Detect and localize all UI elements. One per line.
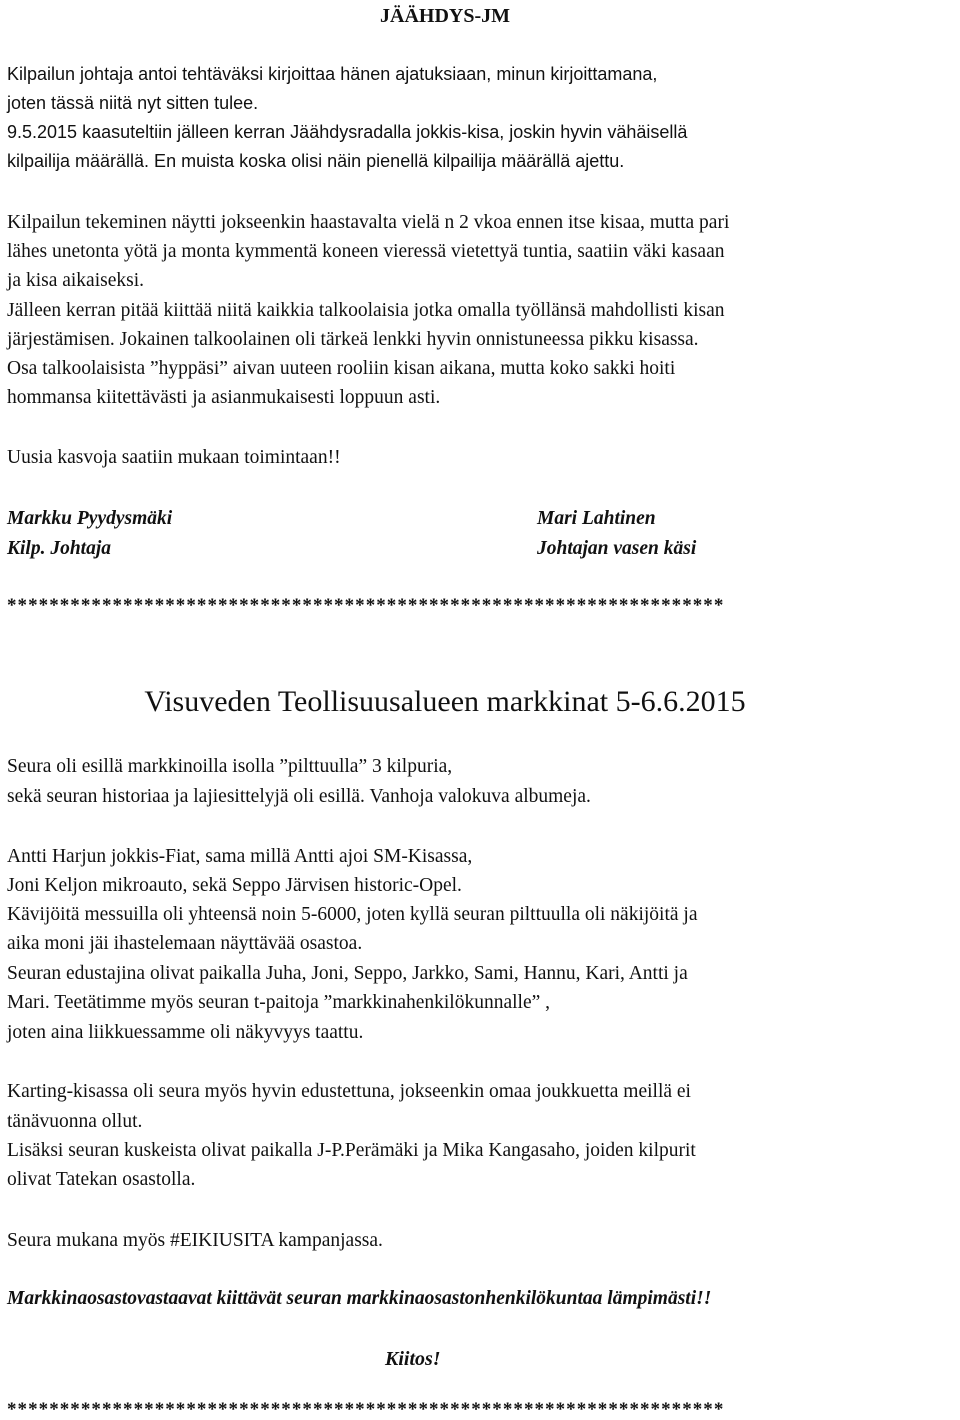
body-line: ja kisa aikaiseksi. xyxy=(7,270,145,291)
body-line: olivat Tatekan osastolla. xyxy=(7,1169,196,1190)
intro-line: Kilpailun johtaja antoi tehtäväksi kirjoittaa hänen ajatuksiaan, minun kirjoittamana, xyxy=(7,64,658,84)
separator-line: ******************************************************************** xyxy=(7,1399,725,1420)
intro-line: 9.5.2015 kaasuteltiin jälleen kerran Jäähdysradalla jokkis-kisa, joskin hyvin vähäisellä xyxy=(7,122,688,142)
body-line: Osa talkoolaisista ”hyppäsi” aivan uuteen rooliin kisan aikana, mutta koko sakki hoiti xyxy=(7,358,676,379)
separator-line: ******************************************************************** xyxy=(7,595,725,616)
section-title-jaahdys-jm: JÄÄHDYS-JM xyxy=(380,5,510,27)
intro-line: kilpailija määrällä. En muista koska olisi näin pienellä kilpailija määrällä ajettu. xyxy=(7,151,625,171)
new-members-line: Uusia kasvoja saatiin mukaan toimintaan!! xyxy=(7,447,341,468)
body-line: lähes unetonta yötä ja monta kymmentä koneen vieressä vietettyä tuntia, saatiin väki kasaan xyxy=(7,241,725,262)
body-line: joten aina liikkuessamme oli näkyvyys taattu. xyxy=(7,1022,364,1043)
body-line: Lisäksi seuran kuskeista olivat paikalla J-P.Perämäki ja Mika Kangasaho, joiden kilpurit xyxy=(7,1140,696,1161)
section-title-markkinat: Visuveden Teollisuusalueen markkinat 5-6.6.2015 xyxy=(144,685,746,718)
body-line: Jälleen kerran pitää kiittää niitä kaikkia talkoolaisia jotka omalla työllänsä mahdollisti kisan xyxy=(7,300,725,321)
body-line: Seuran edustajina olivat paikalla Juha, Joni, Seppo, Jarkko, Sami, Hannu, Kari, Antti ja xyxy=(7,963,688,984)
thanks-line: Markkinaosastovastaavat kiittävät seuran markkinaosastonhenkilökuntaa lämpimästi!! xyxy=(7,1288,712,1309)
body-line: Seura mukana myös #EIKIUSITA kampanjassa. xyxy=(7,1230,383,1251)
body-line: Karting-kisassa oli seura myös hyvin edustettuna, jokseenkin omaa joukkuetta meillä ei xyxy=(7,1081,691,1102)
intro-line: joten tässä niitä nyt sitten tulee. xyxy=(7,93,259,113)
body-line: Joni Keljon mikroauto, sekä Seppo Järvisen historic-Opel. xyxy=(7,875,462,896)
body-line: Mari. Teetätimme myös seuran t-paitoja ”markkinahenkilökunnalle” , xyxy=(7,992,551,1013)
body-line: Seura oli esillä markkinoilla isolla ”pilttuulla” 3 kilpuria, xyxy=(7,756,453,777)
signature-left-role: Kilp. Johtaja xyxy=(7,538,112,559)
body-line: tänävuonna ollut. xyxy=(7,1111,143,1132)
body-line: Antti Harjun jokkis-Fiat, sama millä Antti ajoi SM-Kisassa, xyxy=(7,846,473,867)
signature-right-role: Johtajan vasen käsi xyxy=(537,538,697,559)
signature-left-name: Markku Pyydysmäki xyxy=(7,508,173,529)
kiitos-text: Kiitos! xyxy=(385,1348,441,1370)
body-line: Kilpailun tekeminen näytti jokseenkin haastavalta vielä n 2 vkoa ennen itse kisaa, mutta pari xyxy=(7,212,730,233)
body-line: Kävijöitä messuilla oli yhteensä noin 5-6000, joten kyllä seuran pilttuulla oli näkijöitä ja xyxy=(7,904,698,925)
body-line: sekä seuran historiaa ja lajiesittelyjä oli esillä. Vanhoja valokuva albumeja. xyxy=(7,786,591,807)
signature-right-name: Mari Lahtinen xyxy=(537,508,656,529)
body-line: hommansa kiitettävästi ja asianmukaisesti loppuun asti. xyxy=(7,387,441,408)
body-line: aika moni jäi ihastelemaan näyttävää osastoa. xyxy=(7,933,363,954)
body-line: järjestämisen. Jokainen talkoolainen oli tärkeä lenkki hyvin onnistuneessa pikku kisassa. xyxy=(7,329,699,350)
